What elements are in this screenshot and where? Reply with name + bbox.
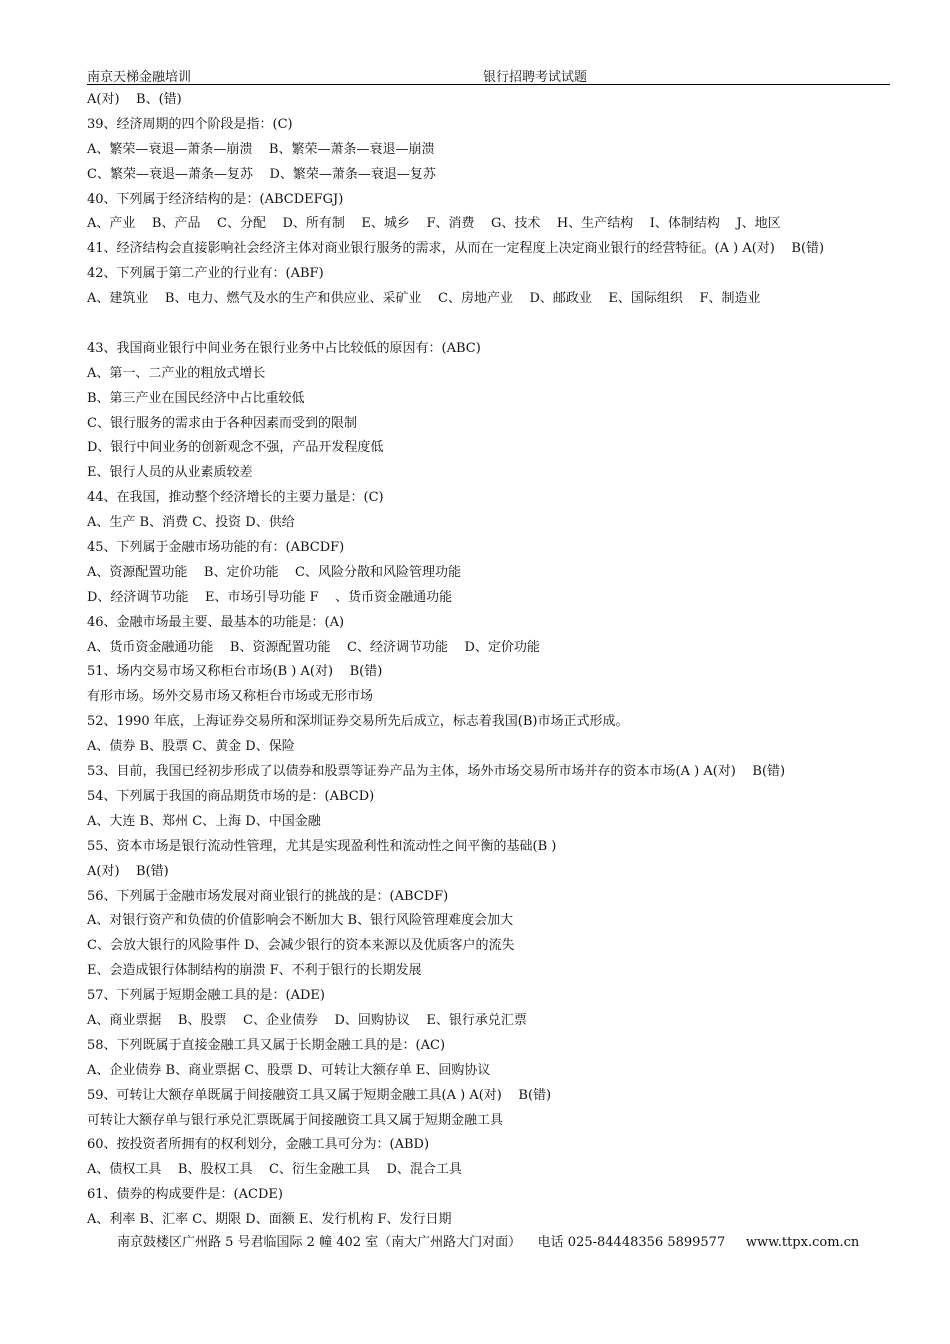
text-line: A、企业债券 B、商业票据 C、股票 D、可转让大额存单 E、回购协议	[87, 1062, 491, 1078]
text-line: A、商业票据 B、股票 C、企业债券 D、回购协议 E、银行承兑汇票	[87, 1012, 527, 1028]
text-line: 54、下列属于我国的商品期货市场的是：(ABCD)	[87, 788, 375, 804]
text-line: A、货币资金融通功能 B、资源配置功能 C、经济调节功能 D、定价功能	[87, 639, 540, 655]
text-line: 42、下列属于第二产业的行业有：(ABF)	[87, 266, 324, 282]
header-org-name: 南京天梯金融培训	[87, 70, 192, 85]
text-line: 57、下列属于短期金融工具的是：(ADE)	[87, 988, 325, 1004]
text-line: A(对) B(错)	[87, 863, 169, 879]
text-line: 46、金融市场最主要、最基本的功能是：(A)	[87, 614, 345, 630]
text-line: 61、债券的构成要件是：(ACDE)	[87, 1187, 283, 1203]
text-line: 53、目前，我国已经初步形成了以债券和股票等证券产品为主体，场外市场交易所市场并存的资本市场(A ) A(对) B(错)	[87, 764, 786, 780]
text-line: A、债券 B、股票 C、黄金 D、保险	[87, 739, 295, 755]
text-line: C、繁荣—衰退—萧条—复苏 D、繁荣—萧条—衰退—复苏	[87, 166, 436, 182]
text-line: 58、下列既属于直接金融工具又属于长期金融工具的是：(AC)	[87, 1037, 446, 1053]
text-line: 60、按投资者所拥有的权利划分，金融工具可分为：(ABD)	[87, 1137, 430, 1153]
text-line: 43、我国商业银行中间业务在银行业务中占比较低的原因有：(ABC)	[87, 340, 481, 356]
page-header	[87, 66, 890, 85]
text-line: C、会放大银行的风险事件 D、会减少银行的资本来源以及优质客户的流失	[87, 938, 515, 954]
text-line: 可转让大额存单与银行承兑汇票既属于间接融资工具又属于短期金融工具	[87, 1112, 504, 1128]
text-line: A、产业 B、产品 C、分配 D、所有制 E、城乡 F、消费 G、技术 H、生产结构 I、体制结构 J、地区	[87, 216, 781, 232]
text-line: E、银行人员的从业素质较差	[87, 465, 253, 481]
text-line: E、会造成银行体制结构的崩溃 F、不利于银行的长期发展	[87, 963, 422, 979]
document-body	[87, 88, 907, 1233]
text-line: A(对) B、(错)	[87, 92, 182, 107]
text-line: 39、经济周期的四个阶段是指：(C)	[87, 116, 293, 132]
text-line: 55、资本市场是银行流动性管理，尤其是实现盈利性和流动性之间平衡的基础(B )	[87, 838, 557, 854]
header-doc-title: 银行招聘考试试题	[483, 70, 588, 85]
text-line: C、银行服务的需求由于各种因素而受到的限制	[87, 415, 357, 431]
text-line: A、资源配置功能 B、定价功能 C、风险分散和风险管理功能	[87, 564, 461, 580]
text-line: 59、可转让大额存单既属于间接融资工具又属于短期金融工具(A ) A(对) B(错)	[87, 1087, 552, 1103]
text-line: A、大连 B、郑州 C、上海 D、中国金融	[87, 813, 321, 829]
text-line: A、建筑业 B、电力、燃气及水的生产和供应业、采矿业 C、房地产业 D、邮政业 E、国际组织 F、制造业	[87, 291, 761, 307]
text-line	[87, 312, 907, 337]
text-line: B、第三产业在国民经济中占比重较低	[87, 390, 305, 406]
text-line: D、经济调节功能 E、市场引导功能 F 、货币资金融通功能	[87, 589, 453, 605]
text-line: A、对银行资产和负债的价值影响会不断加大 B、银行风险管理难度会加大	[87, 913, 514, 929]
page-footer: 南京鼓楼区广州路 5 号君临国际 2 幢 402 室（南大广州路大门对面） 电话 025-84448356 5899577 www.ttpx.com.cn	[117, 1235, 860, 1250]
text-line: A、第一、二产业的粗放式增长	[87, 365, 266, 381]
text-line: 有形市场。场外交易市场又称柜台市场或无形市场	[87, 689, 374, 705]
text-line: 45、下列属于金融市场功能的有：(ABCDF)	[87, 540, 345, 556]
text-line: 51、场内交易市场又称柜台市场(B ) A(对) B(错)	[87, 664, 383, 680]
text-line: A、生产 B、消费 C、投资 D、供给	[87, 515, 295, 531]
text-line: 52、1990 年底，上海证券交易所和深圳证券交易所先后成立，标志着我国(B)市场正式形成。	[87, 714, 629, 730]
text-line: 41、经济结构会直接影响社会经济主体对商业银行服务的需求，从而在一定程度上决定商业银行的经营特征。(A ) A(对) B(错)	[87, 241, 825, 257]
text-line: 56、下列属于金融市场发展对商业银行的挑战的是：(ABCDF)	[87, 888, 449, 904]
text-line: A、繁荣—衰退—萧条—崩溃 B、繁荣—萧条—衰退—崩溃	[87, 141, 435, 157]
text-line: 44、在我国，推动整个经济增长的主要力量是：(C)	[87, 490, 384, 506]
text-line: A、债权工具 B、股权工具 C、衍生金融工具 D、混合工具	[87, 1162, 462, 1178]
text-line: 40、下列属于经济结构的是：(ABCDEFGJ)	[87, 191, 344, 207]
text-line: A、利率 B、汇率 C、期限 D、面额 E、发行机构 F、发行日期	[87, 1212, 452, 1228]
text-line: D、银行中间业务的创新观念不强，产品开发程度低	[87, 440, 384, 456]
